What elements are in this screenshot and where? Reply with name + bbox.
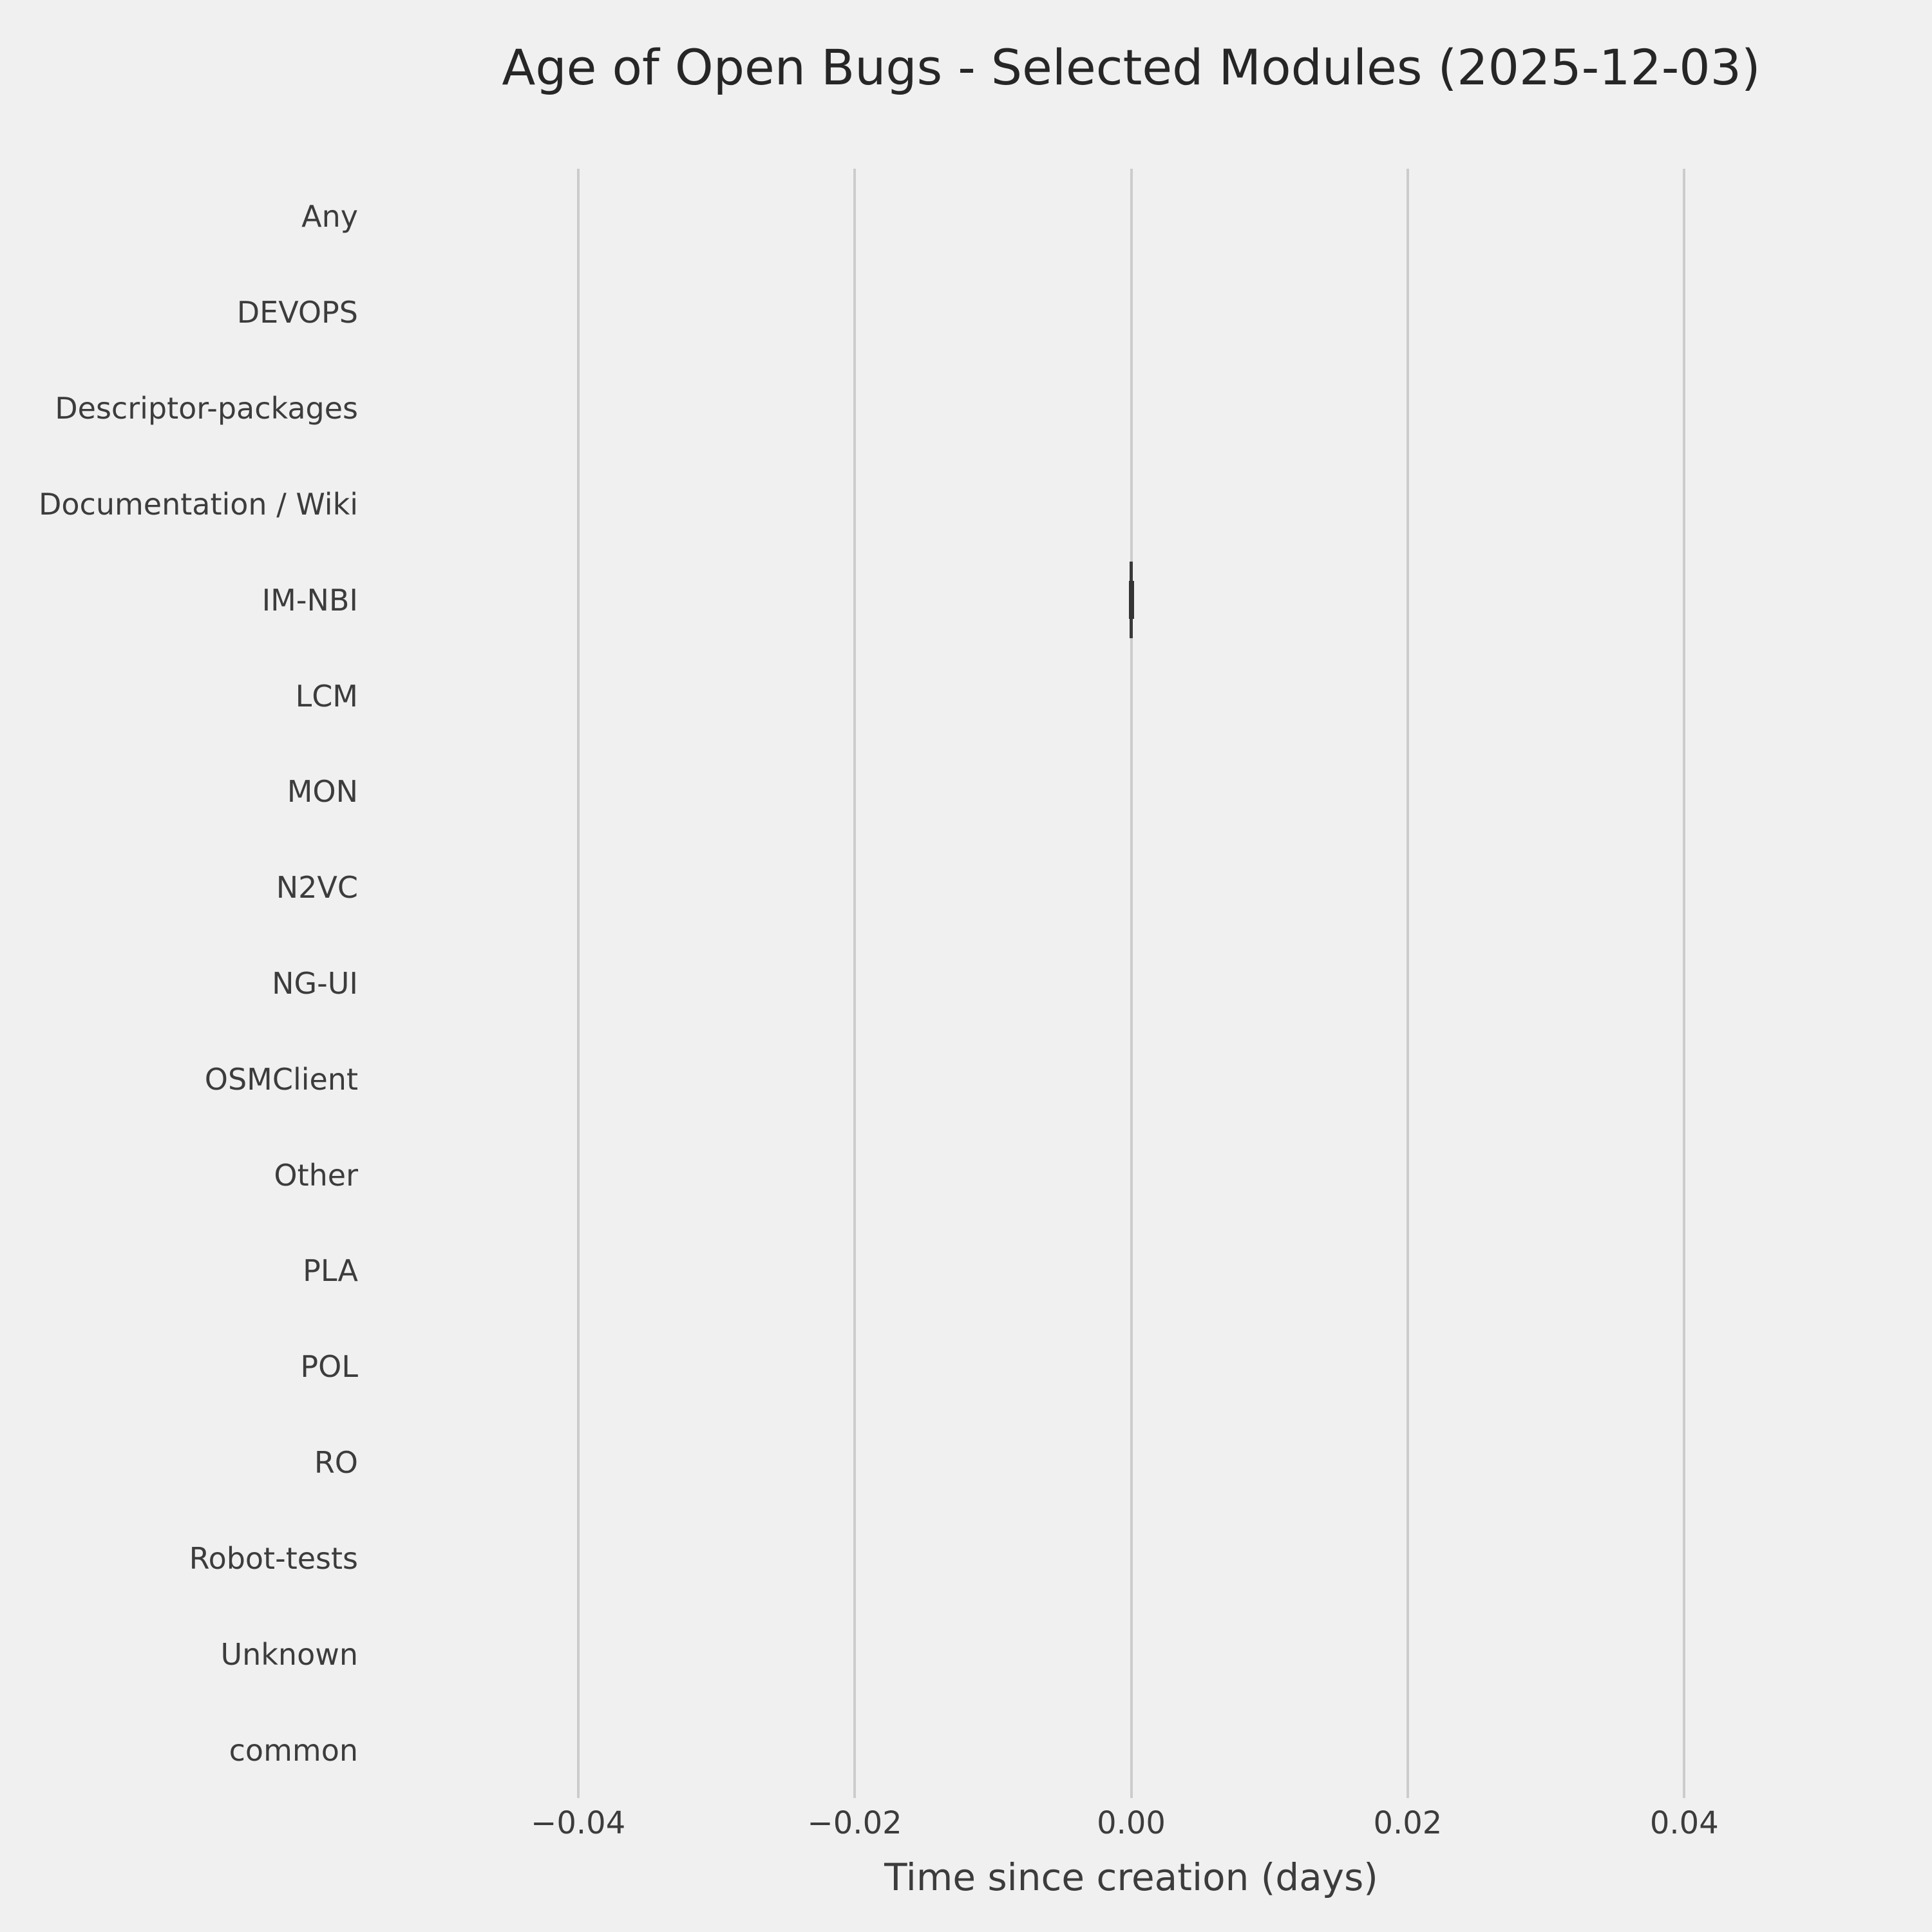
x-tick-label-2: 0.00 <box>1097 1805 1166 1841</box>
y-tick-label-pla: PLA <box>303 1253 358 1289</box>
y-tick-label-robot-tests: Robot-tests <box>189 1540 358 1576</box>
y-tick-label-im-nbi: IM-NBI <box>261 582 358 618</box>
y-tick-label-pol: POL <box>300 1349 358 1385</box>
y-tick-label-mon: MON <box>287 774 358 810</box>
x-axis-title: Time since creation (days) <box>884 1855 1378 1899</box>
gridline-x-2 <box>1130 169 1133 1798</box>
y-tick-label-ng-ui: NG-UI <box>272 966 358 1001</box>
boxplot-median-im-nbi <box>1129 581 1134 620</box>
y-tick-label-n2vc: N2VC <box>276 870 358 905</box>
y-tick-label-descriptor-packages: Descriptor-packages <box>55 391 358 426</box>
y-tick-label-devops: DEVOPS <box>236 295 358 330</box>
gridline-x-1 <box>853 169 856 1798</box>
gridline-x-0 <box>577 169 580 1798</box>
x-tick-label-3: 0.02 <box>1373 1805 1443 1841</box>
y-tick-label-any: Any <box>301 199 358 234</box>
y-tick-label-lcm: LCM <box>295 678 358 714</box>
y-tick-label-documentation-wiki: Documentation / Wiki <box>38 486 358 522</box>
plot-area <box>440 169 1823 1798</box>
chart-title: Age of Open Bugs - Selected Modules (2025-12-03) <box>502 39 1761 96</box>
gridline-x-3 <box>1406 169 1409 1798</box>
y-tick-label-ro: RO <box>314 1445 358 1481</box>
x-tick-label-0: −0.04 <box>531 1805 626 1841</box>
y-tick-label-osmclient: OSMClient <box>204 1061 358 1097</box>
y-tick-label-common: common <box>229 1732 358 1768</box>
x-tick-label-1: −0.02 <box>807 1805 902 1841</box>
x-tick-label-4: 0.04 <box>1649 1805 1719 1841</box>
y-tick-label-unknown: Unknown <box>220 1636 358 1672</box>
y-tick-label-other: Other <box>274 1157 358 1193</box>
gridline-x-4 <box>1683 169 1685 1798</box>
